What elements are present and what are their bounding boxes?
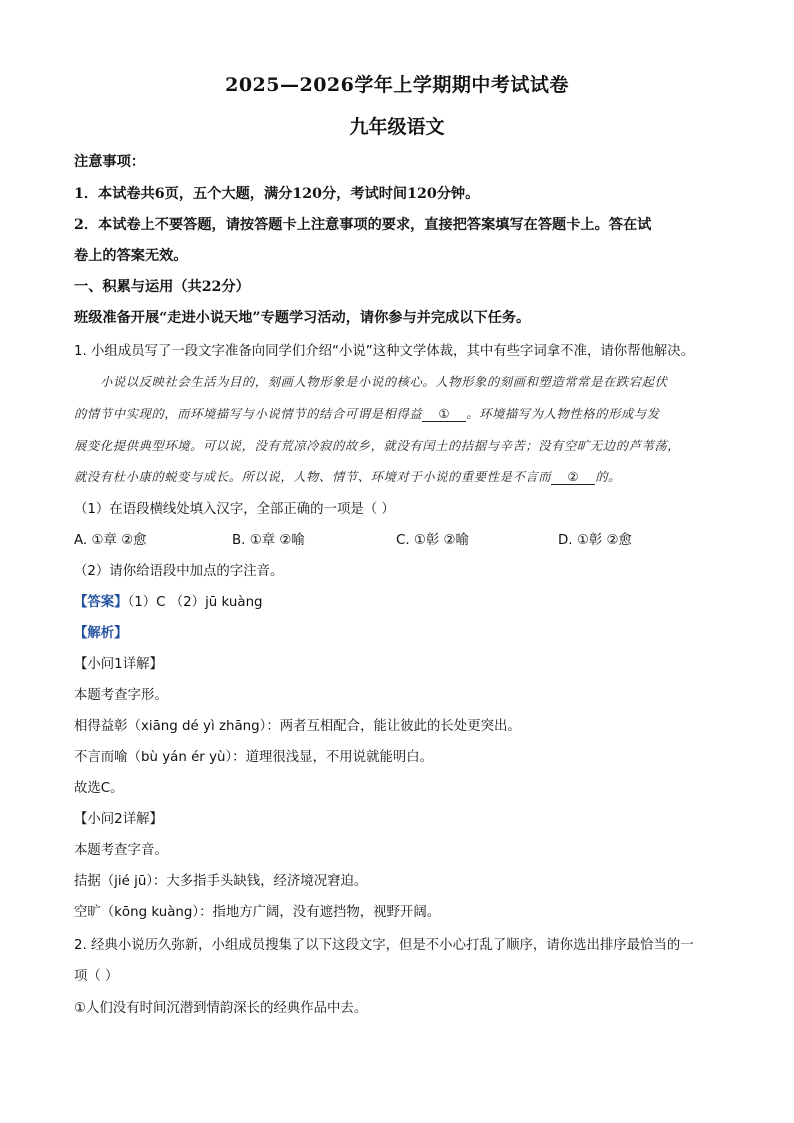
question-2-stem-cont: 项（ ） [74, 969, 119, 984]
passage-line-1: 小说以反映社会生活为目的，刻画人物形象是小说的核心。人物形象的刻画和塑造常常是在跌宕起伏 [100, 375, 668, 389]
question-2-stem: 2. 经典小说历久弥新，小组成员搜集了以下这段文字，但是不小心打乱了顺序，请你选出排序最恰当的一 [74, 938, 694, 953]
notice-item-2: 2．本试卷上不要答题，请按答题卡上注意事项的要求，直接把答案填写在答题卡上。答在试 [74, 217, 652, 233]
passage-text: 的。 [595, 470, 621, 484]
answer-text: （1）C （2）jū kuàng [127, 595, 263, 610]
detail-1-heading: 【小问1详解】 [74, 657, 163, 672]
section-intro: 班级准备开展“走进小说天地”专题学习活动，请你参与并完成以下任务。 [74, 310, 531, 326]
analysis-label: 【解析】 [74, 626, 128, 641]
option-c[interactable]: C. ①彰 ②喻 [396, 533, 469, 548]
passage-text: 。环境描写为人物性格的形成与发 [466, 407, 660, 421]
option-b[interactable]: B. ①章 ②喻 [232, 533, 305, 548]
detail-1-line: 本题考查字形。 [74, 688, 168, 703]
blank-2[interactable]: ② [551, 470, 595, 485]
sub-question-2: （2）请你给语段中加点的字注音。 [74, 564, 284, 579]
detail-1-line: 相得益彰（xiāng dé yì zhāng）：两者互相配合，能让彼此的长处更突出。 [74, 719, 521, 734]
page-title: 2025—2026学年上学期期中考试试卷 [225, 74, 569, 96]
section-heading: 一、积累与运用（共22分） [74, 279, 250, 295]
detail-2-line: 拮据（jié jū）：大多指手头缺钱，经济境况窘迫。 [74, 874, 368, 889]
passage-text: 就没有杜小康的蜕变与成长。所以说，人物、情节、环境对于小说的重要性是不言而 [74, 470, 552, 484]
answer-label: 【答案】 [74, 595, 128, 610]
option-a[interactable]: A. ①章 ②愈 [74, 533, 147, 548]
sub-question-1: （1）在语段横线处填入汉字，全部正确的一项是（ ） [74, 502, 395, 517]
answer-line [74, 591, 263, 610]
passage-text: 的情节中实现的，而环境描写与小说情节的结合可谓是相得益 [74, 407, 423, 421]
detail-2-heading: 【小问2详解】 [74, 812, 163, 827]
question-2-item-1: ①人们没有时间沉潜到情韵深长的经典作品中去。 [74, 1001, 368, 1016]
option-d[interactable]: D. ①彰 ②愈 [558, 533, 632, 548]
blank-1[interactable]: ① [422, 407, 466, 422]
question-1-stem: 1. 小组成员写了一段文字准备向同学们介绍“小说”这种文学体裁，其中有些字词拿不准，请你帮他解决。 [74, 344, 695, 359]
detail-1-line: 故选C。 [74, 781, 124, 796]
notice-item-2-cont: 卷上的答案无效。 [74, 248, 188, 264]
notice-item-1: 1．本试卷共6页，五个大题，满分120分，考试时间120分钟。 [74, 186, 480, 202]
passage-line-2 [74, 404, 660, 422]
detail-1-line: 不言而喻（bù yán ér yù）：道理很浅显，不用说就能明白。 [74, 750, 434, 765]
passage-line-3: 展变化提供典型环境。可以说，没有荒凉冷寂的故乡，就没有闰土的拮据与辛苦；没有空旷无边的芦苇荡， [74, 439, 681, 453]
detail-2-line: 本题考查字音。 [74, 843, 168, 858]
detail-2-line: 空旷（kōng kuàng）：指地方广阔，没有遮挡物，视野开阔。 [74, 905, 441, 920]
notice-heading: 注意事项： [74, 154, 145, 170]
page-subtitle: 九年级语文 [349, 116, 445, 138]
passage-line-4 [74, 467, 621, 485]
